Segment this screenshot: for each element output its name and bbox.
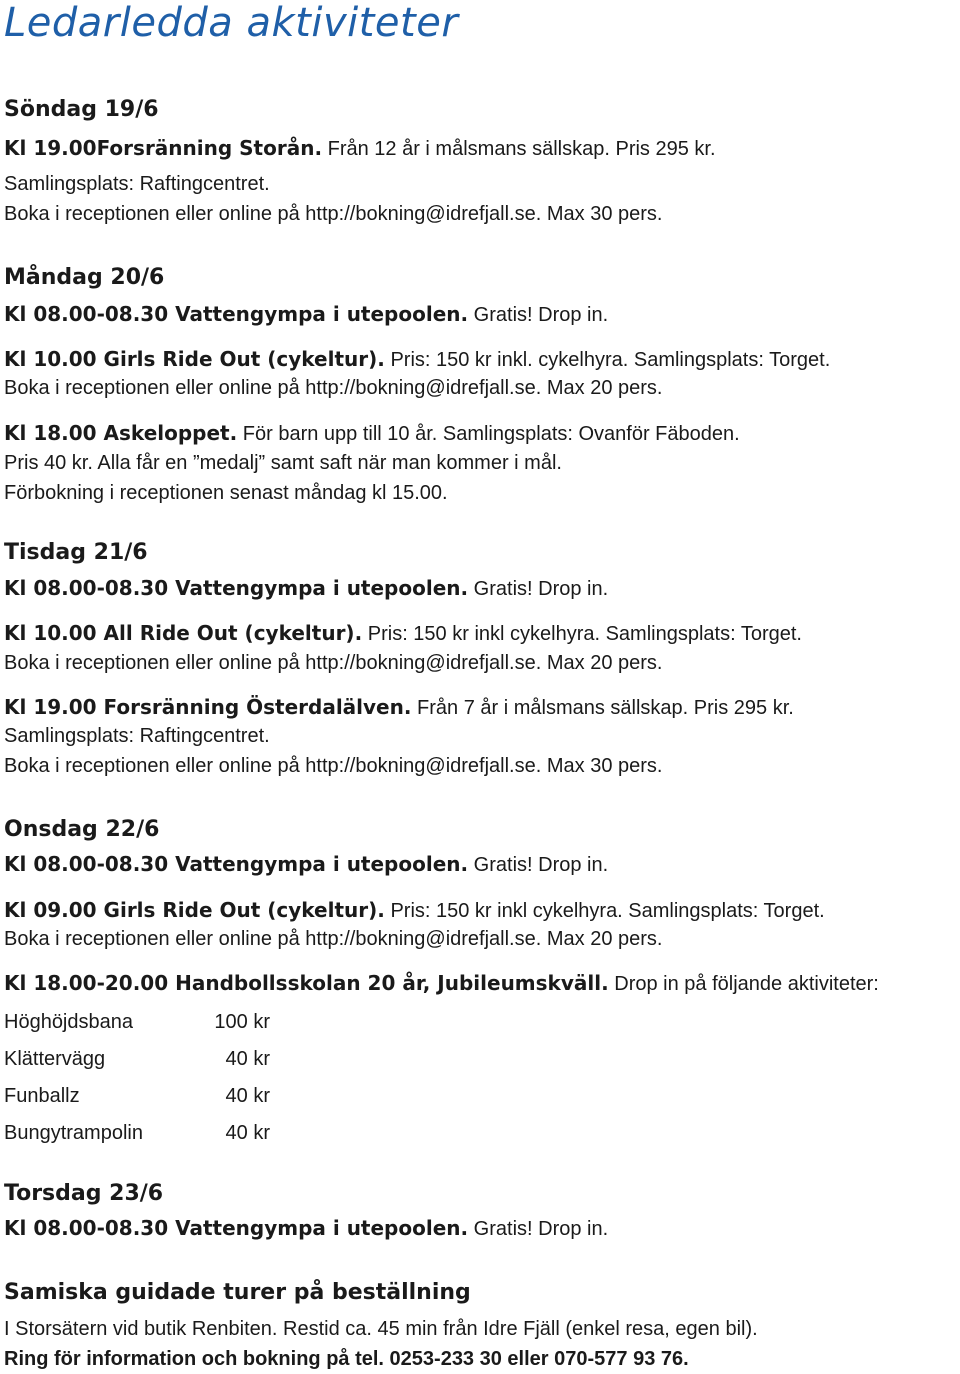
price-name: Bungytrampolin: [4, 1122, 143, 1144]
activity-location: Samlingsplats: Raftingcentret.: [4, 725, 270, 747]
activity-details: Drop in på följande aktiviteter:: [608, 973, 879, 995]
price-name: Höghöjdsbana: [4, 1011, 133, 1033]
samiska-contact: Ring för information och bokning på tel. 0253-233 30 eller 070-577 93 76.: [4, 1348, 689, 1370]
price-value: 100 kr: [214, 1011, 270, 1033]
activity-details: Från 12 år i målsmans sällskap. Pris 295 kr.: [322, 138, 716, 160]
activity-details: Pris 40 kr. Alla får en ”medalj” samt saft när man kommer i mål.: [4, 452, 562, 474]
activity-booking: Boka i receptionen eller online på http://bokning@idrefjall.se. Max 20 pers.: [4, 652, 663, 674]
section-heading-samiska: Samiska guidade turer på beställning: [4, 1280, 471, 1305]
price-value: 40 kr: [225, 1048, 270, 1070]
activity-line: [4, 345, 830, 374]
activity-line: [4, 1214, 608, 1243]
activity-details: Från 7 år i målsmans sällskap. Pris 295 kr.: [411, 697, 794, 719]
activity-line: [4, 419, 740, 448]
activity-title: Kl 19.00 Forsränning Österdalälven.: [4, 695, 412, 719]
activity-title: Kl 18.00 Askeloppet.: [4, 421, 238, 445]
activity-title: Kl 10.00 All Ride Out (cykeltur).: [4, 621, 363, 645]
activity-details: För barn upp till 10 år. Samlingsplats: Ovanför Fäboden.: [237, 423, 740, 445]
price-value: 40 kr: [225, 1085, 270, 1107]
activity-title: Kl 10.00 Girls Ride Out (cykeltur).: [4, 347, 385, 371]
price-name: Klättervägg: [4, 1048, 106, 1070]
activity-line: [4, 574, 608, 603]
activity-booking: Förbokning i receptionen senast måndag kl 15.00.: [4, 482, 448, 504]
activity-title: Kl 19.00Forsränning Storån.: [4, 136, 323, 160]
activity-title: Kl 18.00-20.00 Handbollsskolan 20 år, Jubileumskväll.: [4, 971, 609, 995]
day-heading-tuesday: Tisdag 21/6: [4, 540, 148, 565]
activity-details: Gratis! Drop in.: [468, 1218, 609, 1240]
day-heading-sunday: Söndag 19/6: [4, 97, 159, 122]
activity-line: [4, 850, 608, 879]
activity-line: [4, 896, 825, 925]
activity-line: [4, 300, 608, 329]
activity-line: [4, 134, 716, 163]
activity-details: Pris: 150 kr inkl. cykelhyra. Samlingsplats: Torget.: [384, 349, 831, 371]
activity-details: Gratis! Drop in.: [468, 578, 609, 600]
day-heading-thursday: Torsdag 23/6: [4, 1181, 164, 1206]
activity-booking: Boka i receptionen eller online på http://bokning@idrefjall.se. Max 20 pers.: [4, 377, 663, 399]
activity-title: Kl 08.00-08.30 Vattengympa i utepoolen.: [4, 1216, 469, 1240]
activity-title: Kl 08.00-08.30 Vattengympa i utepoolen.: [4, 302, 469, 326]
page-title: Ledarledda aktiviteter: [4, 0, 459, 46]
activity-line: [4, 693, 794, 722]
day-heading-wednesday: Onsdag 22/6: [4, 817, 160, 842]
activity-details: Gratis! Drop in.: [468, 854, 609, 876]
activity-location: Samlingsplats: Raftingcentret.: [4, 173, 270, 195]
activity-line: [4, 969, 879, 998]
samiska-details: I Storsätern vid butik Renbiten. Restid ca. 45 min från Idre Fjäll (enkel resa, egen bil).: [4, 1318, 758, 1340]
price-value: 40 kr: [225, 1122, 270, 1144]
activity-booking: Boka i receptionen eller online på http://bokning@idrefjall.se. Max 20 pers.: [4, 928, 663, 950]
activity-title: Kl 08.00-08.30 Vattengympa i utepoolen.: [4, 852, 469, 876]
activity-booking: Boka i receptionen eller online på http://bokning@idrefjall.se. Max 30 pers.: [4, 755, 663, 777]
activity-details: Pris: 150 kr inkl cykelhyra. Samlingsplats: Torget.: [362, 623, 802, 645]
price-name: Funballz: [4, 1085, 80, 1107]
activity-title: Kl 08.00-08.30 Vattengympa i utepoolen.: [4, 576, 469, 600]
activity-line: [4, 619, 802, 648]
day-heading-monday: Måndag 20/6: [4, 265, 165, 290]
activity-details: Pris: 150 kr inkl cykelhyra. Samlingsplats: Torget.: [384, 900, 825, 922]
activity-details: Gratis! Drop in.: [468, 304, 609, 326]
activity-title: Kl 09.00 Girls Ride Out (cykeltur).: [4, 898, 385, 922]
activity-booking: Boka i receptionen eller online på http://bokning@idrefjall.se. Max 30 pers.: [4, 203, 663, 225]
